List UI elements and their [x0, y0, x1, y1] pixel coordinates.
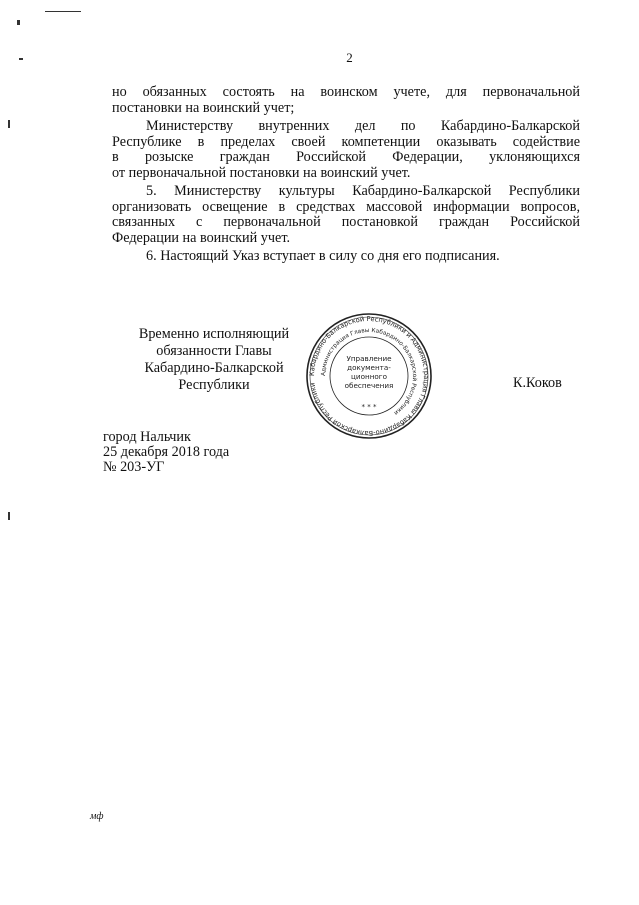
text-line: организовать освещение в средствах массовой информации вопросов,: [112, 198, 580, 215]
text-line: 5. Министерству культуры Кабардино-Балкарской Республики: [146, 183, 580, 199]
text-line: Республике в пределах своей компетенции оказывать содействие: [112, 133, 580, 150]
signer-name: К.Коков: [513, 375, 562, 391]
scan-speck: [19, 58, 23, 60]
text-line: в розыске граждан Российской Федерации, уклоняющихся: [112, 149, 580, 165]
page-number: 2: [346, 50, 353, 65]
position-line: Временно исполняющий: [138, 326, 290, 342]
issue-date: 25 декабря 2018 года: [103, 444, 230, 460]
decree-number: № 203-УГ: [103, 459, 165, 475]
issue-city: город Нальчик: [103, 429, 191, 445]
text-line: Федерации на воинский учет.: [112, 229, 290, 246]
paragraph-effective: [112, 249, 580, 265]
seal-center-line: Управление: [346, 354, 392, 363]
text-line: 6. Настоящий Указ вступает в силу со дня его подписания.: [146, 248, 500, 264]
scan-speck: [17, 20, 20, 25]
text-line: постановки на воинский учет;: [112, 99, 295, 116]
official-seal: [305, 312, 433, 440]
scan-speck: [8, 512, 10, 520]
text-line: от первоначальной постановки на воинский учет.: [112, 164, 411, 181]
seal-stars: * * *: [361, 403, 377, 411]
position-line: обязанности Главы: [156, 343, 272, 359]
position-line: Кабардино-Балкарской Республики: [144, 360, 284, 393]
text-line: но обязанных состоять на воинском учете, для первоначальной: [112, 84, 580, 100]
seal-center-line: документа-: [347, 363, 391, 372]
seal-inner-text: Администрация Главы Кабардино-Балкарской Республики: [320, 327, 418, 416]
paragraph-mvd: [112, 119, 580, 181]
scan-speck: [8, 120, 10, 128]
text-line: Министерству внутренних дел по Кабардино-Балкарской: [146, 118, 580, 134]
paragraph-continuation: [112, 85, 580, 116]
text-line: связанных с первоначальной постановкой граждан Российской: [112, 214, 580, 230]
signatory-position: [109, 326, 319, 394]
seal-outer-text: Кабардино-Балкарской Республики и Администрация Главы Кабардино-Балкарской Республики: [307, 314, 431, 438]
document-body: [112, 85, 580, 265]
issue-details: [103, 430, 229, 475]
seal-center-line: обеспечения: [344, 381, 394, 390]
paragraph-culture: [112, 184, 580, 246]
seal-center-line: ционного: [351, 372, 387, 381]
executor-mark: мф: [90, 811, 104, 822]
scan-rule: [45, 11, 81, 12]
